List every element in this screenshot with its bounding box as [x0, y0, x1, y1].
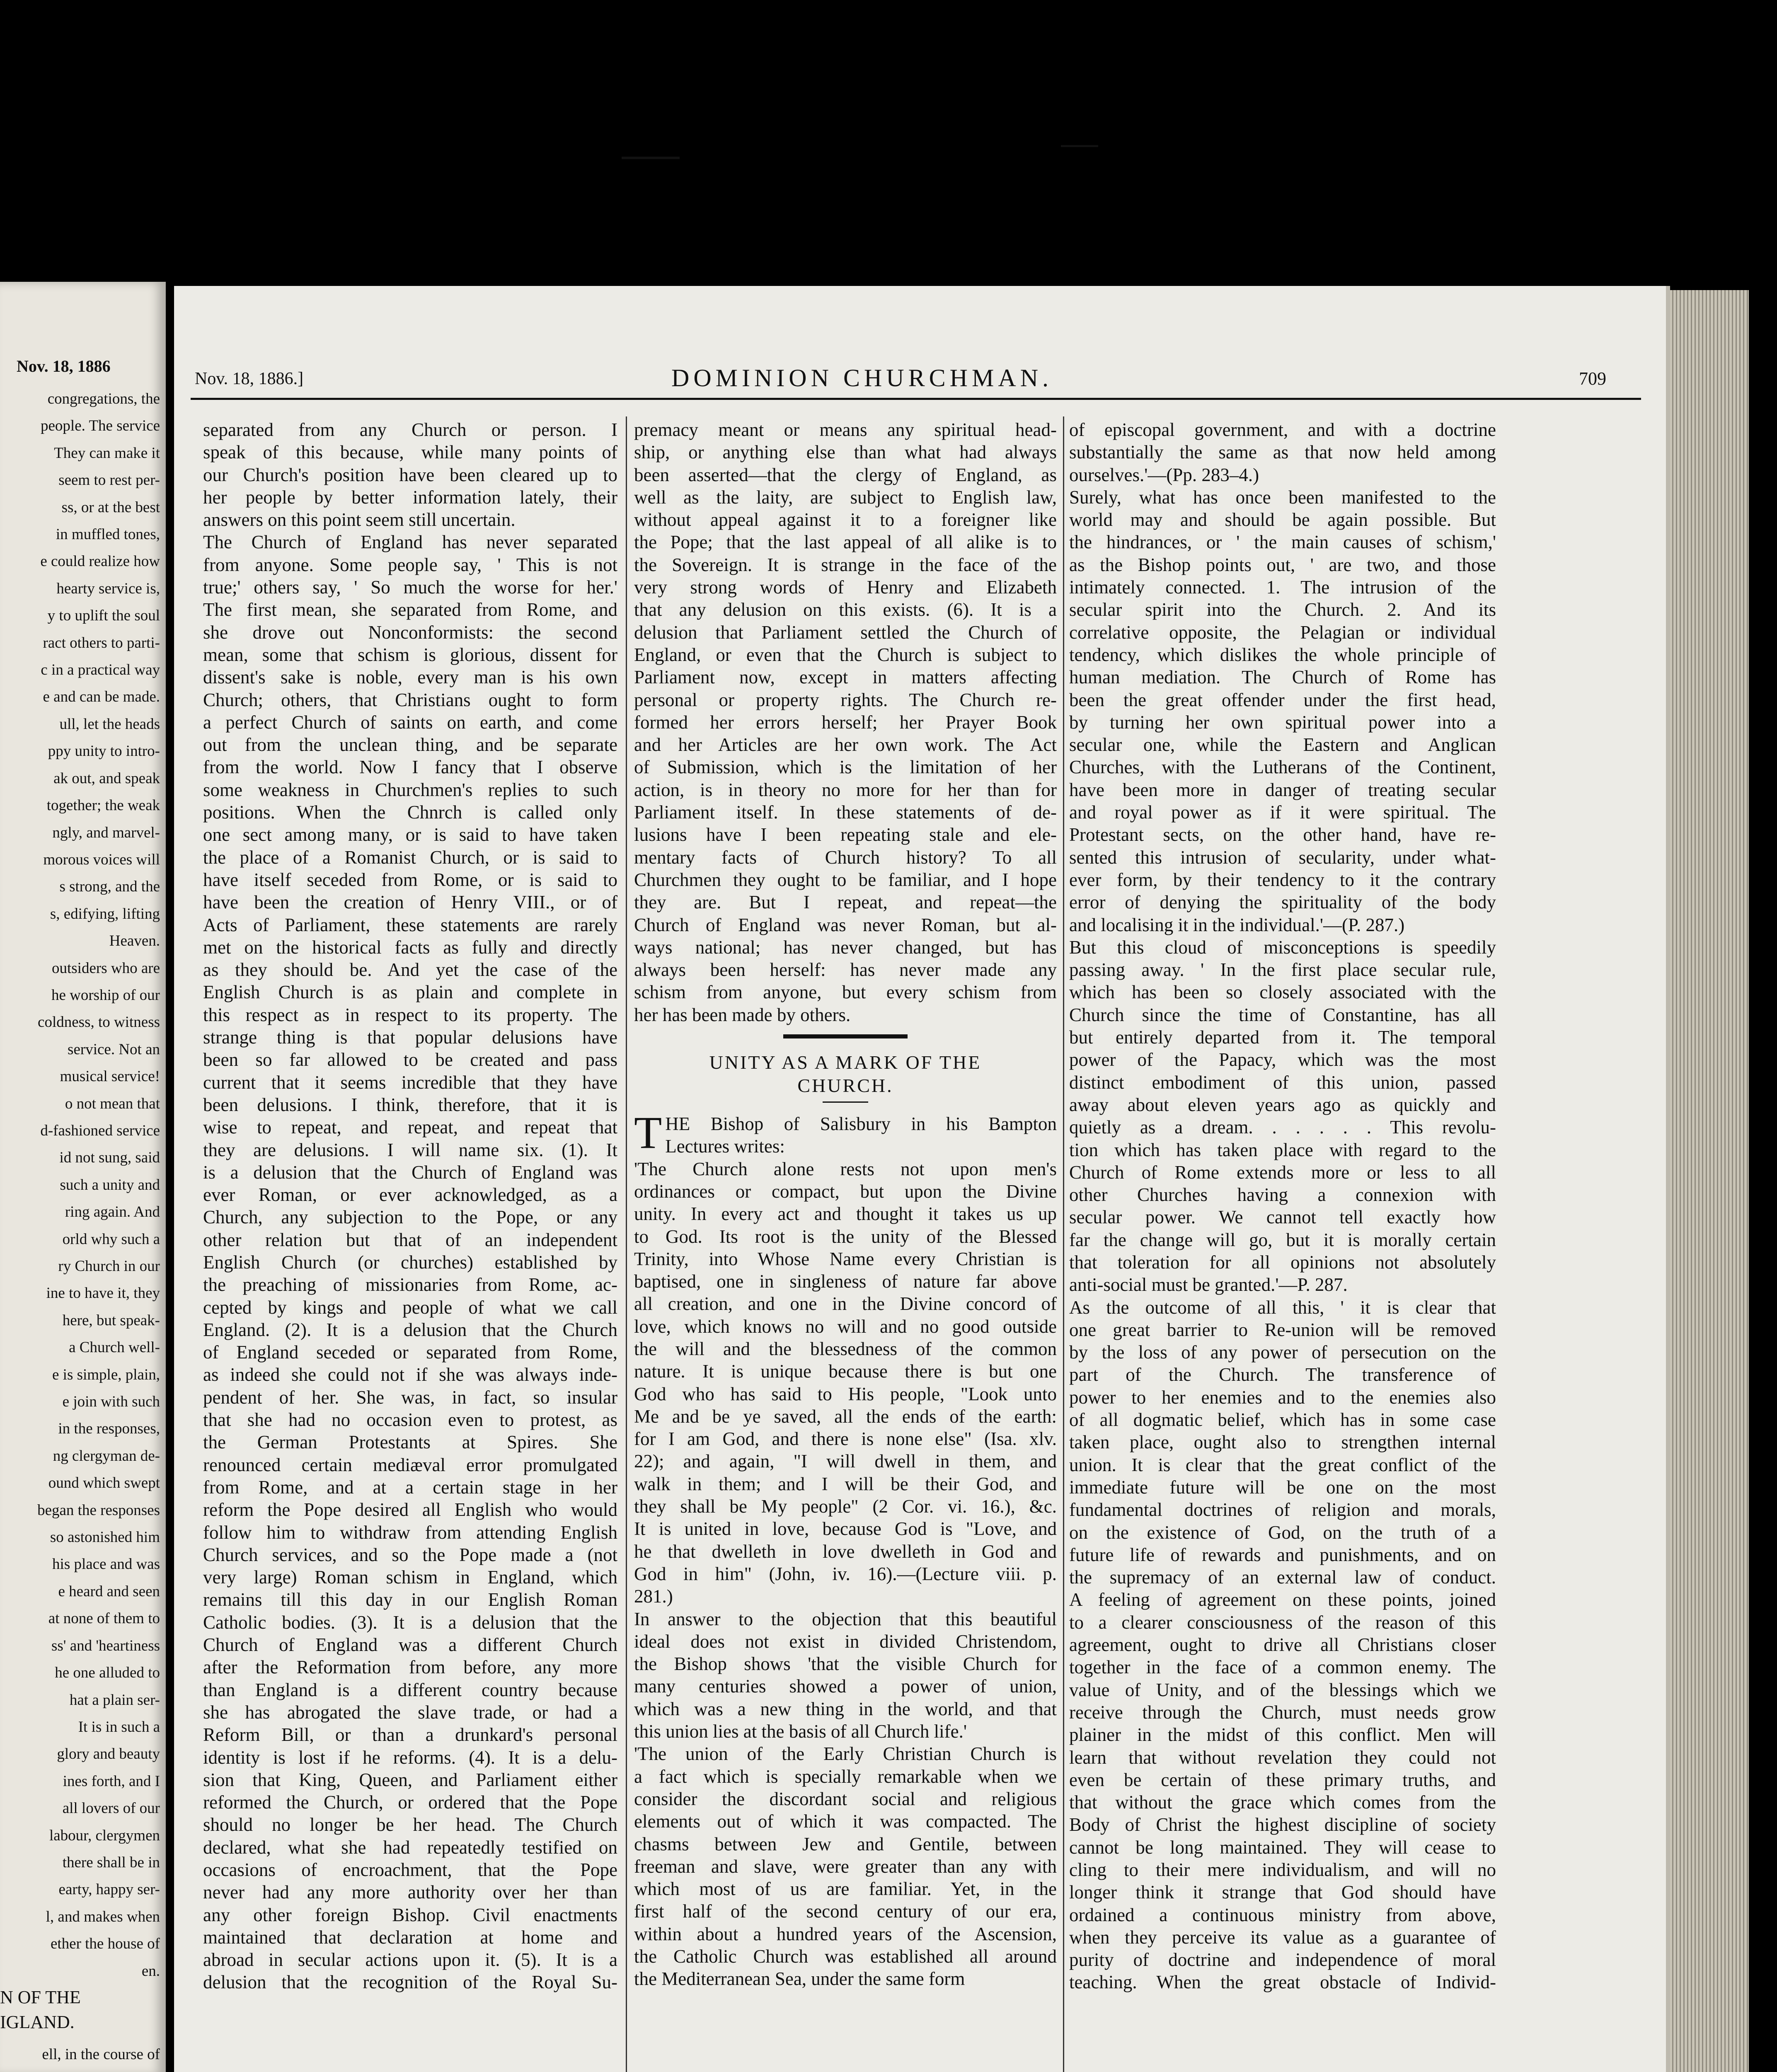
text-line: such a unity and	[60, 1176, 160, 1193]
text-line: many centuries showed a power of union,	[634, 1676, 1057, 1697]
text-line: anti-social must be granted.'—P. 287.	[1069, 1274, 1348, 1295]
header-rule	[191, 398, 1641, 400]
text-line: as they should be. And yet the case of the	[203, 959, 617, 980]
text-line: without appeal against it to a foreigner like	[634, 509, 1057, 530]
text-line: ull, let the heads	[59, 715, 160, 733]
text-line: current that it seems incredible that they have	[203, 1072, 617, 1093]
text-line: England, or even that the Church is subject to	[634, 644, 1057, 665]
text-line: other relation but that of an independent	[203, 1229, 617, 1250]
text-line: consider the discordant social and religious	[634, 1788, 1057, 1809]
text-line: secular one, while the Eastern and Anglican	[1069, 734, 1496, 755]
text-line: N OF THE	[0, 1987, 81, 2007]
text-line: earty, happy ser-	[58, 1881, 160, 1898]
text-line: here, but speak-	[62, 1312, 160, 1329]
text-line: true;' others say, ' So much the worse for her.'	[203, 577, 617, 598]
text-line: cling to their mere individualism, and will no	[1069, 1859, 1496, 1880]
text-line: ppy unity to intro-	[48, 743, 160, 760]
column-2-continued-text	[634, 419, 1057, 1026]
masthead-title: DOMINION CHURCHMAN.	[671, 364, 1053, 392]
text-line: Me and be ye saved, all the ends of the earth:	[634, 1406, 1057, 1427]
text-line: secular power. We cannot tell exactly how	[1069, 1207, 1496, 1228]
text-line: sented this intrusion of secularity, under what-	[1069, 847, 1496, 868]
text-line: God who has said to His people, "Look unto	[634, 1383, 1057, 1404]
text-line: he that dwelleth in love dwelleth in God and	[634, 1541, 1057, 1562]
text-line: together in the face of a common enemy. The	[1069, 1657, 1496, 1678]
text-line: he one alluded to	[55, 1664, 160, 1682]
text-line: unity. In every act and thought it takes us up	[634, 1203, 1057, 1225]
text-line: nature. It is unique because there is but one	[634, 1361, 1057, 1382]
text-line	[2, 2068, 160, 2072]
text-line: secular spirit into the Church. 2. And its	[1069, 599, 1496, 620]
text-line: agreement, ought to drive all Christians closer	[1069, 1634, 1496, 1656]
text-line: abroad in secular actions upon it. (5). It is a	[203, 1949, 617, 1970]
text-line: the hindrances, or ' the main causes of schism,'	[1069, 532, 1496, 553]
text-line: l, and makes when	[46, 1908, 160, 1925]
text-line: God in him" (John, iv. 16).—(Lecture viii. p.	[634, 1563, 1057, 1584]
text-line: Catholic bodies. (3). It is a delusion that the	[203, 1612, 617, 1633]
text-line: teaching. When the great obstacle of Individ-	[1069, 1972, 1496, 1993]
text-line: Parliament itself. In these statements of de-	[634, 802, 1057, 823]
text-line: ract others to parti-	[43, 634, 160, 651]
text-line: schism from anyone, but every schism from	[634, 982, 1057, 1003]
previous-page-heading	[0, 1985, 157, 2035]
text-line: been delusions. I think, therefore, that it is	[203, 1094, 617, 1115]
text-line: value of Unity, and of the blessings which we	[1069, 1679, 1496, 1700]
text-line: the Pope; that the last appeal of all alike is to	[634, 532, 1057, 553]
text-line: in the responses,	[58, 1420, 160, 1438]
text-line: ourselves.'—(Pp. 283–4.)	[1069, 464, 1259, 485]
title-dash	[823, 1101, 868, 1103]
text-line: Surely, what has once been manifested to the	[1069, 487, 1496, 508]
text-line: that without the grace which comes from the	[1069, 1792, 1496, 1813]
text-line: walk in them; and I will be their God, and	[634, 1473, 1057, 1494]
text-line: Church; others, that Christians ought to form	[203, 689, 617, 710]
page-number: 709	[1579, 368, 1606, 389]
text-line: of Submission, which is the limitation of her	[634, 757, 1057, 778]
text-line: In answer to the objection that this beautiful	[634, 1608, 1057, 1629]
text-line: English Church is as plain and complete in	[203, 982, 617, 1003]
text-line: hat a plain ser-	[69, 1691, 160, 1709]
text-line: been so far allowed to be created and pass	[203, 1049, 617, 1070]
text-line: from anyone. Some people say, ' This is not	[203, 554, 617, 575]
text-line: Heaven.	[109, 932, 160, 950]
text-line: Church, any subjection to the Pope, or any	[203, 1207, 617, 1228]
newspaper-page	[174, 286, 1666, 2072]
text-line: a perfect Church of saints on earth, and come	[203, 712, 617, 733]
previous-page-text	[2, 385, 160, 1985]
text-line: mentary facts of Church history? To all	[634, 847, 1057, 868]
text-line: lusions have I been repeating stale and ele-	[634, 824, 1057, 845]
text-line: Church services, and so the Pope made a (not	[203, 1544, 617, 1565]
column-1	[203, 419, 617, 1994]
text-line: out from the unclean thing, and be separate	[203, 734, 617, 755]
text-line: remains till this day in our English Roman	[203, 1589, 617, 1610]
text-line: 'The union of the Early Christian Church is	[634, 1743, 1057, 1765]
text-line: seem to rest per-	[58, 472, 160, 489]
text-line: receive through the Church, must needs grow	[1069, 1702, 1496, 1723]
text-line: passing away. ' In the first place secular rule,	[1069, 959, 1496, 980]
text-line: renounced certain mediæval error promulgated	[203, 1454, 617, 1475]
text-line: power of the Papacy, which was the most	[1069, 1049, 1496, 1070]
text-line: and localising it in the individual.'—(P. 287.)	[1069, 914, 1405, 935]
text-line: dissent's sake is noble, every man is his own	[203, 667, 617, 688]
text-line: world may and should be again possible. But	[1069, 509, 1496, 530]
text-line: have itself seceded from Rome, or is said to	[203, 869, 617, 890]
text-line: the preaching of missionaries from Rome, ac-	[203, 1274, 617, 1295]
text-line: of England seceded or separated from Rome,	[203, 1342, 617, 1363]
text-line: follow him to withdraw from attending English	[203, 1522, 617, 1543]
text-line: the Catholic Church was established all around	[634, 1946, 1057, 1967]
article-title	[634, 1051, 1057, 1097]
text-line: musical service!	[60, 1068, 160, 1085]
text-line: The Church of England has never separated	[203, 532, 617, 553]
text-line: ways national; has never changed, but has	[634, 937, 1057, 958]
text-line: separated from any Church or person. I	[203, 419, 617, 440]
text-line: e join with such	[62, 1393, 160, 1411]
text-line: and her Articles are her own work. The Act	[634, 734, 1057, 755]
text-line: in muffled tones,	[56, 526, 160, 543]
text-line: by the loss of any power of persecution on the	[1069, 1342, 1496, 1363]
text-line: within about a hundred years of the Ascension,	[634, 1923, 1057, 1944]
text-line: error of denying the spirituality of the body	[1069, 892, 1496, 913]
text-line: his place and was	[52, 1556, 160, 1573]
text-line: delusion that Parliament settled the Church of	[634, 622, 1057, 643]
text-line: As the outcome of all this, ' it is clear that	[1069, 1297, 1496, 1318]
text-line: glory and beauty	[57, 1745, 160, 1763]
text-line: they shall be My people" (2 Cor. vi. 16.), &c.	[634, 1496, 1057, 1517]
text-line: that toleration for all opinions not absolutely	[1069, 1251, 1496, 1273]
text-line: chasms between Jew and Gentile, between	[634, 1833, 1057, 1854]
text-line: ring again. And	[65, 1203, 160, 1221]
text-line: met on the historical facts as fully and directly	[203, 937, 617, 958]
text-line: tendency, which dislikes the whole principle of	[1069, 644, 1496, 665]
text-line: cannot be long maintained. They will cease to	[1069, 1837, 1496, 1858]
text-line: intimately connected. 1. The intrusion of the	[1069, 577, 1496, 598]
text-line: ell, in the course of	[42, 2046, 160, 2063]
text-line: the German Protestants at Spires. She	[203, 1432, 617, 1453]
text-line: hearty service is,	[56, 580, 160, 597]
text-line: y to uplift the soul	[47, 607, 160, 625]
text-line: sion that King, Queen, and Parliament either	[203, 1769, 617, 1790]
text-line: occasions of encroachment, that the Pope	[203, 1859, 617, 1880]
text-line: the Bishop shows 'that the visible Church for	[634, 1653, 1057, 1675]
text-line: the Mediterranean Sea, under the same form	[634, 1968, 965, 1990]
text-line: there shall be in	[62, 1854, 160, 1871]
text-line: orld why such a	[62, 1230, 160, 1248]
text-line: s, edifying, lifting	[50, 905, 160, 922]
article-title-line-1: UNITY AS A MARK OF THE	[709, 1052, 982, 1073]
text-line: of episcopal government, and with a doctrine	[1069, 419, 1496, 440]
text-line: freeman and slave, were greater than any with	[634, 1856, 1057, 1877]
text-line: to a clearer consciousness of the reason of this	[1069, 1612, 1496, 1633]
text-line: love, which knows no will and no good outside	[634, 1316, 1057, 1337]
text-line: cepted by kings and people of what we call	[203, 1297, 617, 1318]
text-line: all creation, and one in the Divine concord of	[634, 1293, 1057, 1314]
text-line: coldness, to witness	[38, 1014, 160, 1031]
column-3	[1069, 419, 1496, 1994]
text-line: at none of them to	[48, 1610, 160, 1627]
text-line: labour, clergymen	[49, 1827, 160, 1844]
text-line: plainer in the midst of this conflict. Men will	[1069, 1724, 1496, 1745]
text-line: pendent of her. She was, in fact, so insular	[203, 1387, 617, 1408]
text-line: Protestant sects, on the other hand, have re-	[1069, 824, 1496, 845]
text-line: away about eleven years ago as quickly and	[1069, 1094, 1496, 1115]
text-line: she has abrogated the slave trade, or had a	[203, 1702, 617, 1723]
text-line: some weakness in Churchmen's replies to such	[203, 779, 617, 800]
text-line: action, is in theory no more for her than for	[634, 779, 1057, 800]
text-line: wise to repeat, and repeat, and repeat that	[203, 1117, 617, 1138]
text-line: to God. Its root is the unity of the Blessed	[634, 1226, 1057, 1247]
text-line: which was a new thing in the world, and that	[634, 1698, 1057, 1719]
text-line: ordained a continuous ministry from above,	[1069, 1904, 1496, 1925]
text-line: c in a practical way	[41, 661, 160, 679]
text-line: en.	[141, 1962, 160, 1980]
text-line: even be certain of these primary truths, and	[1069, 1769, 1496, 1790]
text-line: s strong, and the	[59, 878, 160, 896]
text-line: well as the laity, are subject to English law,	[634, 487, 1057, 508]
text-line: human mediation. The Church of Rome has	[1069, 667, 1496, 688]
text-line: so astonished him	[50, 1529, 160, 1546]
previous-page-fragment	[0, 282, 166, 2072]
text-line: one great barrier to Re-union will be removed	[1069, 1319, 1496, 1340]
text-line: learn that without revelation they could not	[1069, 1747, 1496, 1768]
article-separator	[783, 1034, 908, 1038]
text-line: from the world. Now I fancy that I observe	[203, 757, 617, 778]
text-line: which has been so closely associated with the	[1069, 982, 1496, 1003]
text-line: elements out of which it was compacted. The	[634, 1811, 1057, 1832]
text-line: very large) Roman schism in England, which	[203, 1567, 617, 1588]
text-line: ines forth, and I	[63, 1772, 160, 1790]
text-line: Church of England was never Roman, but al-	[634, 914, 1057, 935]
text-line: ever Roman, or ever acknowledged, as a	[203, 1184, 617, 1205]
text-line: ak out, and speak	[53, 770, 160, 787]
text-line: answers on this point seem still uncertain.	[203, 509, 516, 530]
text-line: taken place, ought also to strengthen internal	[1069, 1432, 1496, 1453]
text-line: fundamental doctrines of religion and morals,	[1069, 1499, 1496, 1520]
text-line: identity is lost if he reforms. (4). It is a delu-	[203, 1747, 617, 1768]
text-line: A feeling of agreement on these points, joined	[1069, 1589, 1496, 1610]
text-line: morous voices will	[43, 851, 160, 868]
text-line: the will and the blessedness of the common	[634, 1338, 1057, 1359]
text-line: than England is a different country because	[203, 1679, 617, 1700]
text-line: The first mean, she separated from Rome, and	[203, 599, 617, 620]
text-line: together; the weak	[46, 797, 160, 814]
text-line: have been the creation of Henry VIII., or of	[203, 892, 617, 913]
text-line: quietly as a dream. . . . . . This revolu-	[1069, 1117, 1496, 1138]
text-line: the place of a Romanist Church, or is said to	[203, 847, 617, 868]
text-line: any other foreign Bishop. Civil enactments	[203, 1904, 617, 1925]
text-line: ry Church in our	[58, 1258, 160, 1275]
text-line: should no longer be her head. The Church	[203, 1814, 617, 1835]
text-line: mean, some that schism is glorious, dissent for	[203, 644, 617, 665]
text-line: maintained that declaration at home and	[203, 1927, 617, 1948]
text-line: substantially the same as that now held among	[1069, 442, 1496, 463]
page-date: Nov. 18, 1886.]	[195, 369, 304, 388]
text-line: declared, what she had repeatedly testified on	[203, 1837, 617, 1858]
text-line: always been herself: has never made any	[634, 959, 1057, 980]
text-line: first half of the second century of our era,	[634, 1901, 1057, 1922]
text-line: longer think it strange that God should have	[1069, 1882, 1496, 1903]
text-line: her people by better information lately, their	[203, 487, 617, 508]
text-line: but entirely departed from it. The temporal	[1069, 1027, 1496, 1048]
text-line: on the existence of God, on the truth of a	[1069, 1522, 1496, 1543]
text-line: id not sung, said	[59, 1149, 160, 1167]
text-line: for I am God, and there is none else" (Isa. xlv.	[634, 1428, 1057, 1450]
text-line: from Rome, and at a certain stage in her	[203, 1477, 617, 1498]
text-line: ngly, and marvel-	[52, 824, 160, 841]
previous-page-header: Nov. 18, 1886	[17, 357, 111, 375]
text-line: service. Not an	[68, 1041, 160, 1058]
text-line: distinct embodiment of this union, passed	[1069, 1072, 1496, 1093]
text-line: of all dogmatic belief, which has in some case	[1069, 1409, 1496, 1431]
text-line: e and can be made.	[43, 688, 160, 706]
text-line: It is united in love, because God is "Love, and	[634, 1518, 1057, 1539]
text-line: ng clergyman de-	[53, 1447, 160, 1464]
text-line: But this cloud of misconceptions is speedily	[1069, 937, 1496, 958]
scan-mark	[622, 157, 680, 159]
text-line: Reform Bill, or than a drunkard's personal	[203, 1724, 617, 1745]
text-line: union. It is clear that the great conflict of the	[1069, 1454, 1496, 1475]
text-line: they are delusions. I will name six. (1). It	[203, 1139, 617, 1160]
text-line: o not mean that	[65, 1095, 160, 1112]
text-line: d-fashioned service	[40, 1122, 160, 1139]
text-line: ordinances or compact, but upon the Divine	[634, 1181, 1057, 1202]
text-line: which most of us are familiar. Yet, in the	[634, 1878, 1057, 1900]
text-line: never had any more authority over her than	[203, 1882, 617, 1903]
text-line: other Churches having a connexion with	[1069, 1184, 1496, 1205]
text-line: one sect among many, or is said to have taken	[203, 824, 617, 845]
article-title-line-2: CHURCH.	[797, 1075, 893, 1097]
text-line: speak of this because, while many points of	[203, 442, 617, 463]
text-line: all lovers of our	[62, 1800, 160, 1817]
text-line: English Church (or churches) established by	[203, 1251, 617, 1273]
text-line: far the change will go, but it is morally certain	[1069, 1229, 1496, 1250]
text-line: HE Bishop of Salisbury in his Bampton	[665, 1113, 1057, 1135]
text-line: formed her errors herself; her Prayer Book	[634, 712, 1057, 733]
text-line: Acts of Parliament, these statements are rarely	[203, 914, 617, 935]
text-line: England. (2). It is a delusion that the Church	[203, 1319, 617, 1340]
text-line: Trinity, into Whose Name every Christian is	[634, 1248, 1057, 1269]
previous-page-text-continued	[2, 2041, 160, 2072]
text-line: he worship of our	[51, 986, 160, 1004]
text-line: Churches, with the Lutherans of the Continent,	[1069, 757, 1496, 778]
text-line: baptised, one in singleness of nature far above	[634, 1271, 1057, 1292]
text-line: ether the house of	[50, 1935, 160, 1953]
text-line: reformed the Church, or ordered that the Pope	[203, 1792, 617, 1813]
text-line: 'The Church alone rests not upon men's	[634, 1158, 1057, 1179]
text-line: future life of rewards and punishments, and on	[1069, 1544, 1496, 1565]
column-2	[634, 419, 1057, 1990]
text-line: and royal power as if it were spiritual. The	[1069, 802, 1496, 823]
text-line: Parliament now, except in matters affecting	[634, 667, 1057, 688]
text-line: the Sovereign. It is strange in the face of the	[634, 554, 1057, 575]
page-edge-stack	[1666, 290, 1749, 2072]
text-line: this union lies at the basis of all Church life.'	[634, 1721, 967, 1742]
text-line: outsiders who are	[52, 959, 160, 977]
text-line: IGLAND.	[0, 2012, 75, 2032]
text-line: Lectures writes:	[665, 1136, 785, 1157]
column-divider	[1063, 416, 1064, 2072]
text-line: that any delusion on this exists. (6). It is a	[634, 599, 1057, 620]
text-line: correlative opposite, the Pelagian or individual	[1069, 622, 1496, 643]
text-line: ine to have it, they	[46, 1285, 160, 1302]
text-line: been asserted—that the clergy of England, as	[634, 464, 1057, 485]
text-line: Churchmen they ought to be familiar, and I hope	[634, 869, 1057, 890]
text-line: premacy meant or means any spiritual head-	[634, 419, 1057, 440]
text-line: congregations, the	[47, 390, 160, 407]
text-line: have been more in danger of treating secular	[1069, 779, 1496, 800]
text-line: people. The service	[41, 417, 160, 435]
text-line: tion which has taken place with regard to the	[1069, 1139, 1496, 1160]
text-line: 22); and again, "I will dwell in them, and	[634, 1451, 1057, 1472]
text-line: as the Bishop points out, ' are two, and those	[1069, 554, 1496, 575]
scan-mark	[1061, 145, 1098, 147]
text-line: It is in such a	[78, 1718, 160, 1736]
text-line: by turning her own spiritual power into a	[1069, 712, 1496, 733]
drop-cap: T	[634, 1107, 662, 1158]
text-line: 281.)	[634, 1586, 673, 1607]
text-line: immediate future will be one on the most	[1069, 1477, 1496, 1498]
text-line: ever form, by their tendency to it the contrary	[1069, 869, 1496, 890]
text-line: began the responses	[37, 1501, 160, 1519]
text-line: strange thing is that popular delusions have	[203, 1027, 617, 1048]
text-line: that she had no occasion even to protest, as	[203, 1409, 617, 1431]
text-line: they are. But I repeat, and repeat—the	[634, 892, 1057, 913]
text-line: this respect as in respect to its property. The	[203, 1004, 617, 1025]
text-line: e could realize how	[40, 553, 160, 570]
text-line: personal or property rights. The Church re-	[634, 689, 1057, 710]
text-line: e heard and seen	[58, 1583, 160, 1600]
text-line: Body of Christ the highest discipline of society	[1069, 1814, 1496, 1835]
article-body	[634, 1107, 1057, 1990]
text-line: she drove out Nonconformists: the second	[203, 622, 617, 643]
text-line: Church of Rome extends more or less to all	[1069, 1162, 1496, 1183]
text-line: ideal does not exist in divided Christendom,	[634, 1631, 1057, 1652]
text-line: ss' and 'heartiness	[51, 1637, 160, 1654]
text-line: purity of doctrine and independence of moral	[1069, 1949, 1496, 1970]
text-line: Church of England was a different Church	[203, 1634, 617, 1656]
text-line: delusion that the recognition of the Royal Su-	[203, 1972, 617, 1993]
text-line: part of the Church. The transference of	[1069, 1364, 1496, 1385]
text-line: been the great offender under the first head,	[1069, 689, 1496, 710]
text-line: a fact which is specially remarkable when we	[634, 1766, 1057, 1787]
text-line: ound which swept	[48, 1474, 160, 1492]
text-line: the supremacy of an external law of conduct.	[1069, 1567, 1496, 1588]
text-line: Church since the time of Constantine, has all	[1069, 1004, 1496, 1025]
text-line: e is simple, plain,	[52, 1366, 160, 1383]
text-line: ss, or at the best	[61, 499, 160, 516]
text-line: is a delusion that the Church of England was	[203, 1162, 617, 1183]
text-line: our Church's position have been cleared up to	[203, 464, 617, 485]
text-line: very strong words of Henry and Elizabeth	[634, 577, 1057, 598]
text-line: after the Reformation from before, any more	[203, 1657, 617, 1678]
text-line: positions. When the Chnrch is called only	[203, 802, 617, 823]
text-line: a Church well-	[69, 1339, 160, 1356]
text-line: as indeed she could not if she was always inde-	[203, 1364, 617, 1385]
text-line: reform the Pope desired all English who would	[203, 1499, 617, 1520]
column-divider	[626, 416, 627, 2072]
text-line: power to her enemies and to the enemies also	[1069, 1387, 1496, 1408]
text-line: They can make it	[54, 444, 160, 462]
text-line: when they perceive its value as a guarantee of	[1069, 1927, 1496, 1948]
text-line: her has been made by others.	[634, 1004, 851, 1025]
text-line: ship, or anything else than what had always	[634, 442, 1057, 463]
